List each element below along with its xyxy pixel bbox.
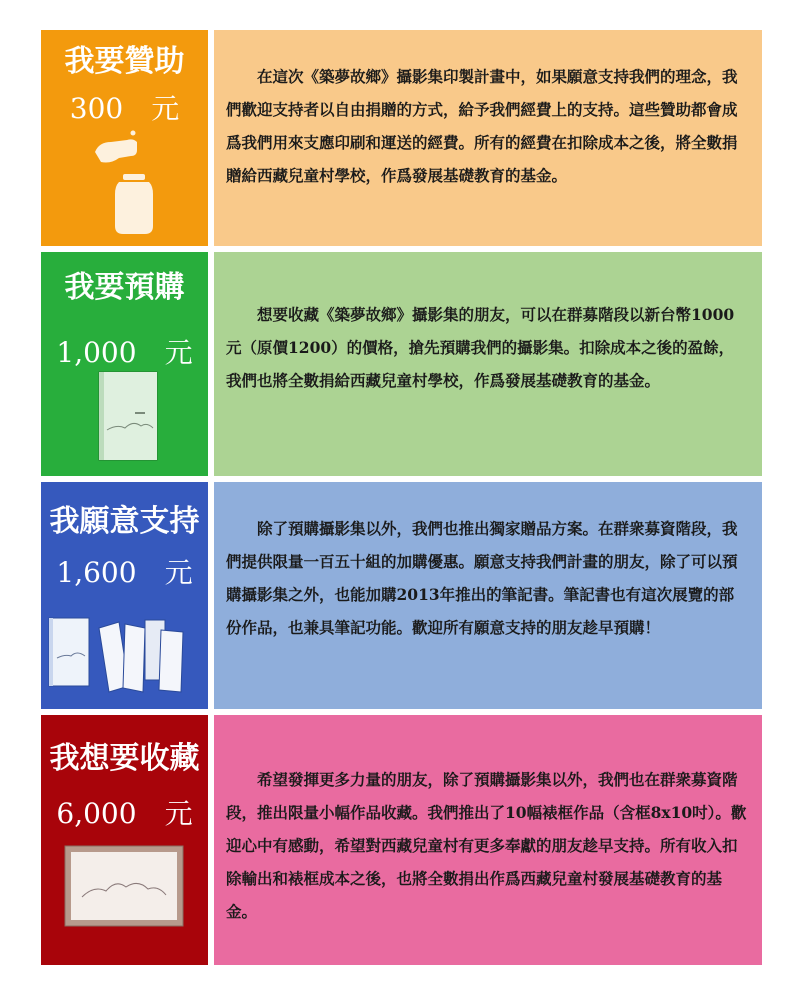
framed-print-icon xyxy=(64,845,184,927)
tier-collect xyxy=(41,715,762,965)
tier-support-header xyxy=(41,482,208,709)
tier-description: 在這次《築夢故鄉》攝影集印製計畫中，如果願意支持我們的理念，我們歡迎支持者以自由捐贈的方式，給予我們經費上的支持。這些贊助都會成爲我們用來支應印刷和運送的經費。所有的經費在扣除成本之後，將全數捐贈給西藏兒童村學校，作爲發展基礎教育的基金。 xyxy=(226,67,738,185)
tier-price: 1,600 元 xyxy=(56,556,193,589)
tier-title: 我想要收藏 xyxy=(49,741,200,776)
tier-description: 希望發揮更多力量的朋友，除了預購攝影集以外，我們也在群衆募資階段，推出限量小幅作品收藏。我們推出了10幅裱框作品（含框8x10吋）。歡迎心中有感動，希望對西藏兒童村有更多奉獻的朋友趁早支持。所有收入扣除輸出和裱框成本之後，也將全數捐出作爲西藏兒童村發展基礎教育的基金。 xyxy=(226,770,747,921)
tier-preorder-header xyxy=(41,252,208,476)
tier-title: 我願意支持 xyxy=(49,504,200,539)
tier-price: 300 元 xyxy=(69,92,180,125)
tier-preorder xyxy=(41,252,762,476)
donation-hand-jar-icon xyxy=(93,130,173,240)
tier-support xyxy=(41,482,762,709)
tier-title: 我要預購 xyxy=(64,270,185,305)
photo-book-icon xyxy=(95,368,165,464)
tier-price: 1,000 元 xyxy=(56,336,193,369)
tier-description: 除了預購攝影集以外，我們也推出獨家贈品方案。在群衆募資階段，我們提供限量一百五十組的加購優惠。願意支持我們計畫的朋友，除了可以預購攝影集之外，也能加購2013年推出的筆記書。筆記書也有這次展覽的部份作品，也兼具筆記功能。歡迎所有願意支持的朋友趁早預購！ xyxy=(226,519,738,637)
tier-description: 想要收藏《築夢故鄉》攝影集的朋友，可以在群募階段以新台幣1000元（原價1200）的價格，搶先預購我們的攝影集。扣除成本之後的盈餘，我們也將全數捐給西藏兒童村學校，作爲發展基礎教育的基金。 xyxy=(226,305,735,390)
tier-title: 我要贊助 xyxy=(64,44,185,79)
tier-sponsor-panel xyxy=(214,30,762,246)
tier-price: 6,000 元 xyxy=(56,797,193,830)
tier-support-panel xyxy=(214,482,762,709)
tier-sponsor-header xyxy=(41,30,208,246)
tier-collect-header xyxy=(41,715,208,965)
tier-collect-panel xyxy=(214,715,762,965)
tier-preorder-panel xyxy=(214,252,762,476)
tier-sponsor xyxy=(41,30,762,246)
book-and-notebooks-icon xyxy=(47,614,197,694)
